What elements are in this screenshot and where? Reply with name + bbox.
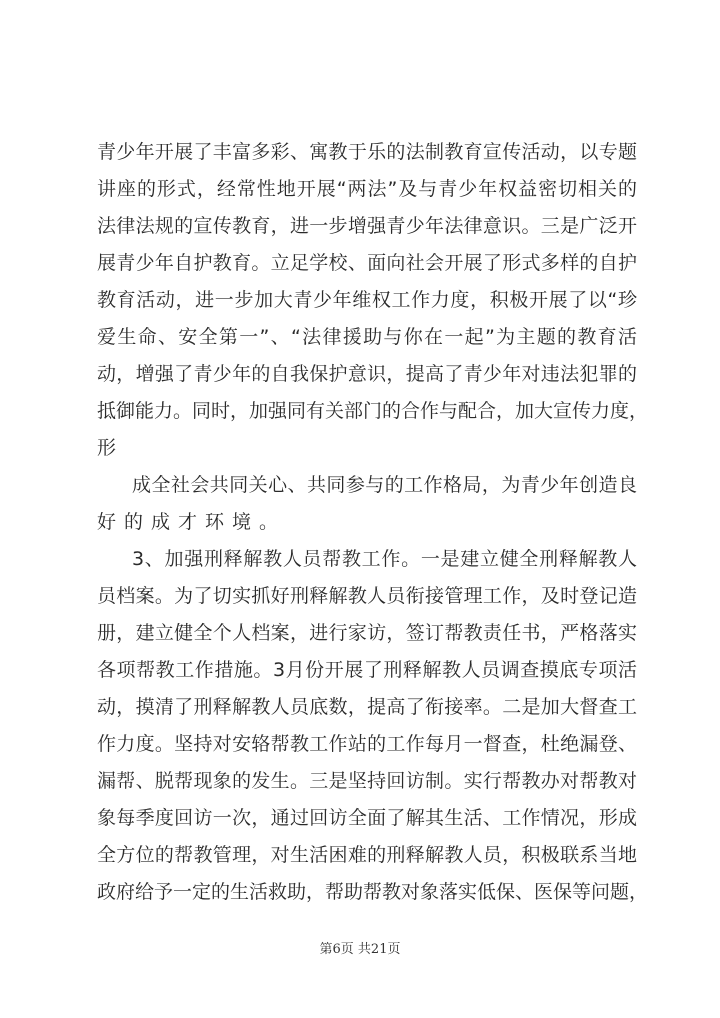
text-line: 象每季度回访一次，通过回访全面了解其生活、工作情况，形成 bbox=[97, 807, 637, 829]
text-line: 动，增强了青少年的自我保护意识，提高了青少年对违法犯罪的 bbox=[97, 363, 637, 385]
text-line: 法律法规的宣传教育，进一步增强青少年法律意识。三是广泛开 bbox=[97, 215, 637, 237]
text-line: 动，摸清了刑释解教人员底数，提高了衔接率。二是加大督查工 bbox=[97, 696, 637, 718]
text-line: 全方位的帮教管理，对生活困难的刑释解教人员，积极联系当地 bbox=[97, 844, 637, 866]
text-line: 形 bbox=[97, 437, 125, 459]
text-line: 教育活动，进一步加大青少年维权工作力度，积极开展了以“珍 bbox=[97, 289, 637, 311]
text-line: 漏帮、脱帮现象的发生。三是坚持回访制。实行帮教办对帮教对 bbox=[97, 770, 637, 792]
text-line: 员档案。为了切实抓好刑释解教人员衔接管理工作，及时登记造 bbox=[97, 585, 637, 607]
text-line: 3、加强刑释解教人员帮教工作。一是建立健全刑释解教人 bbox=[132, 548, 637, 570]
text-line: 册，建立健全个人档案，进行家访，签订帮教责任书，严格落实 bbox=[97, 622, 637, 644]
page-number-footer: 第6页 共21页 bbox=[319, 942, 401, 957]
text-line: 青少年开展了丰富多彩、寓教于乐的法制教育宣传活动，以专题 bbox=[97, 141, 637, 163]
text-line: 作力度。坚持对安辂帮教工作站的工作每月一督查，杜绝漏登、 bbox=[97, 733, 637, 755]
text-line: 抵御能力。同时，加强同有关部门的合作与配合，加大宣传力度， bbox=[97, 400, 649, 422]
text-line: 政府给予一定的生活救助，帮助帮教对象落实低保、医保等问题， bbox=[97, 881, 649, 903]
text-line: 讲座的形式，经常性地开展“两法”及与青少年权益密切相关的 bbox=[97, 178, 637, 200]
text-line: 爱生命、安全第一”、“法律援助与你在一起”为主题的教育活 bbox=[97, 326, 637, 348]
text-line: 好的成才环境。 bbox=[97, 511, 287, 533]
body-text bbox=[97, 134, 649, 911]
text-line: 成全社会共同关心、共同参与的工作格局，为青少年创造良 bbox=[132, 474, 637, 496]
text-line: 展青少年自护教育。立足学校、面向社会开展了形式多样的自护 bbox=[97, 252, 637, 274]
text-line: 各项帮教工作措施。3月份开展了刑释解教人员调查摸底专项活 bbox=[97, 659, 637, 681]
